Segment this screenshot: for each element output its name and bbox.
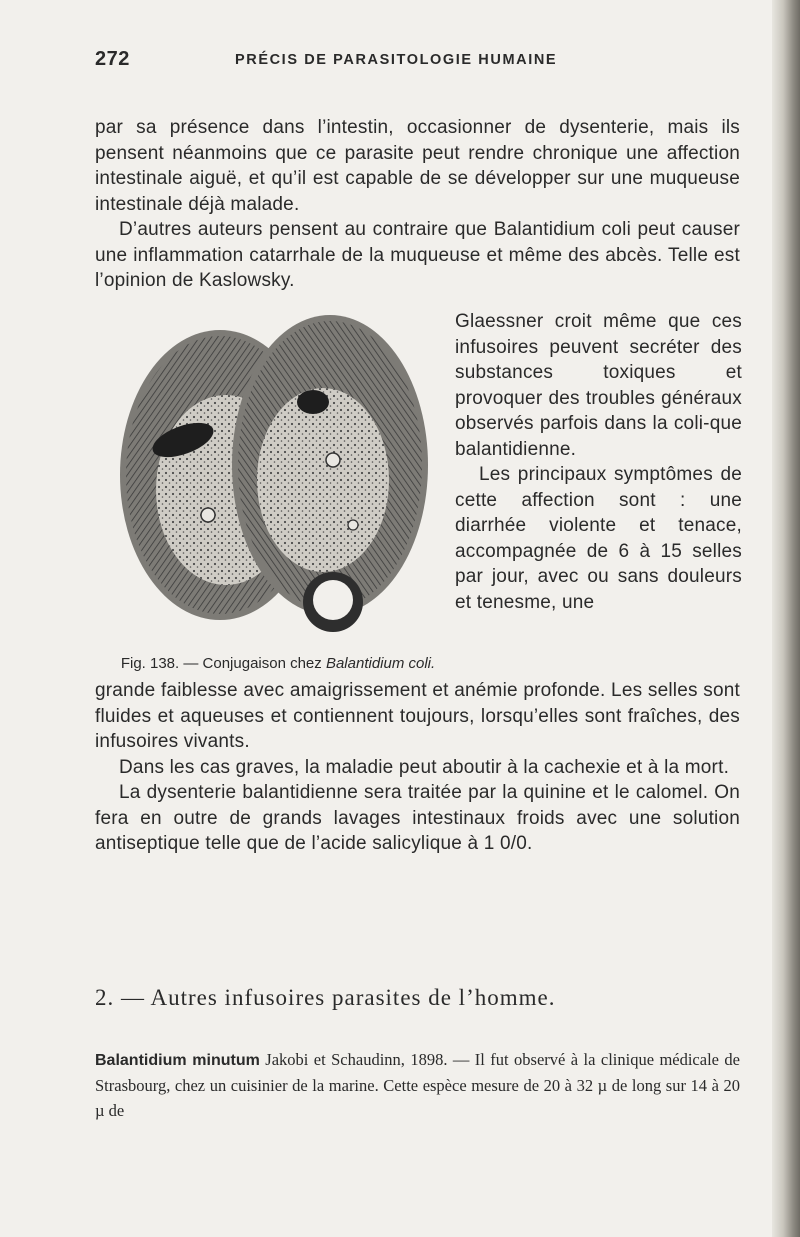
page-edge-shadow [772,0,800,1237]
page-number: 272 [95,48,130,70]
paragraph: Dans les cas graves, la maladie peut aboutir à la cachexie et à la mort. [119,756,730,778]
small-print-paragraph [95,1047,740,1123]
section-heading: 2. — Autres infusoires parasites de l’homme. [95,985,556,1010]
page-header [95,42,745,82]
text-wrap-column [455,309,742,615]
paragraph: D’autres auteurs pensent au contraire que Balantidium coli peut causer une inflammation catarrhale de la muqueuse et même des abcès. Telle est l’opinion de Kaslowsky. [95,219,740,291]
text-block-bottom [95,678,740,857]
paragraph: par sa présence dans l’intestin, occasionner de dysenterie, mais ils pensent néanmoins que ce parasite peut rendre chronique une affection intestinale aiguë, et qu’il est capable de se développer sur une muqueuse intestinale déjà malade. [95,117,740,215]
text-block-top [95,115,740,294]
paragraph: grande faiblesse avec amaigrissement et anémie profonde. Les selles sont fluides et aqueuses et contiennent toujours, lorsqu’elles sont fraîches, des infusoires vivants. [95,680,740,752]
balantidium-conjugation-illustration [108,310,428,650]
paragraph: La dysenterie balantidienne sera traitée par la quinine et le calomel. On fera en outre de grands lavages intestinaux froids avec une solution antiseptique telle que de l’acide salicylique à 1 0/0. [95,782,740,854]
caption-label: Fig. 138. — Conjugaison chez [120,655,326,672]
species-term: Balantidium minutum [95,1052,260,1069]
running-title: PRÉCIS DE PARASITOLOGIE HUMAINE [235,52,558,68]
figure-caption [108,654,448,673]
small-print-text: Jakobi et Schaudinn, 1898. — Il fut observé à la clinique médicale de Strasbourg, chez un cuisinier de la marine. Cette espèce mesure de 20 à 32 µ de long sur 14 à 20 µ de [95,1050,740,1120]
figure-138 [108,310,436,672]
paragraph: Glaessner croit même que ces infusoires peuvent secréter des substances toxiques et provoquer des troubles généraux observés parfois dans la coli-que balantidienne. [455,311,742,460]
paragraph: Les principaux symptômes de cette affection sont : une diarrhée violente et tenace, accompagnée de 6 à 15 selles par jour, avec ou sans douleurs et tenesme, une [455,464,742,613]
caption-species: Balantidium coli. [325,655,436,672]
